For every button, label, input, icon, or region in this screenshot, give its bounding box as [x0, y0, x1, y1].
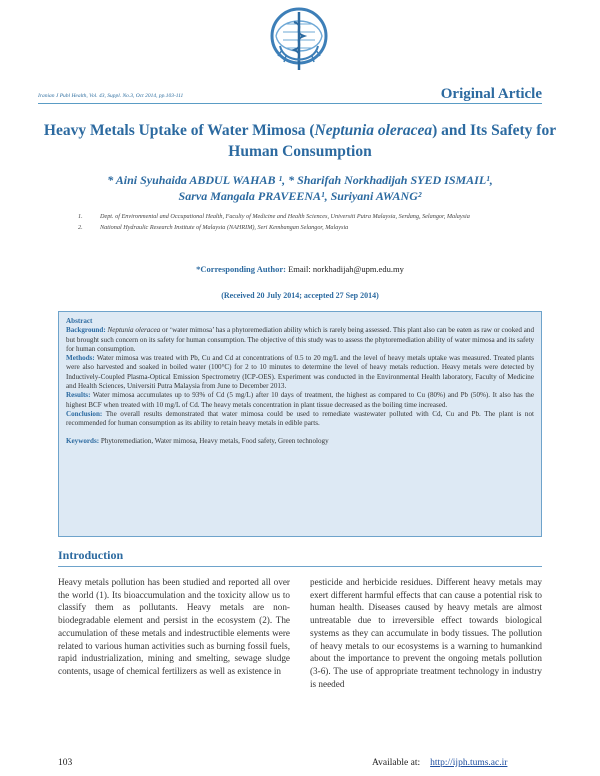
keywords-text: Phytoremediation, Water mimosa, Heavy metals, Food safety, Green technology	[99, 436, 329, 445]
affiliation-text: Dept. of Environmental and Occupational Health, Faculty of Medicine and Health Sciences, Universiti Putra Malaysia, Serdang, Selangor, Malaysia	[100, 213, 470, 220]
affiliation-number: 1.	[78, 213, 83, 220]
abstract-methods	[66, 354, 534, 391]
abstract-heading: Abstract	[66, 317, 93, 325]
journal-url-link[interactable]: http://ijph.tums.ac.ir	[430, 758, 508, 768]
header-rule	[38, 103, 542, 104]
page-number: 103	[58, 758, 73, 768]
abstract-results	[66, 391, 534, 410]
introduction-column-left: Heavy metals pollution has been studied and reported all over the world (1). Its bioaccumulation and the toxicity allow us to classify them as pollutants. Heavy metals are non-biodegradable element and persist in the ecosystem (2). The accumulation of these metals and indestructible elements were related to various human activities such as burning fossil fuels, rapid industrialization, mining and smelting, sewage sludge contents, usage of chemical fertilizers as well as existence in	[58, 577, 290, 676]
abstract-keywords	[66, 437, 534, 446]
journal-citation: Iranian J Publ Health, Vol. 43, Suppl. No.3, Oct 2014, pp.103-111	[38, 93, 184, 99]
results-label: Results:	[66, 391, 91, 400]
title-species: Neptunia oleracea	[314, 122, 433, 139]
methods-text: Water mimosa was treated with Pb, Cu and Cd at concentrations of 0.5 to 20 mg/L and the level of heavy metals uptake was measured. Treated plants were also harvested and soaked in boiled water (100°C) for 2 to 10 minutes to determine the level of heavy metals reduction. Heavy metals were detected by Inductively-Coupled Plasma-Optical Emission Spectrometry (ICP-OES). Experiment was conducted in the Environmental Health laboratory, Faculty of Medicine and Health Sciences, Universiti Putra Malaysia from June to December 2013.	[66, 354, 534, 391]
methods-label: Methods:	[66, 354, 95, 363]
conclusion-text: The overall results demonstrated that water mimosa could be used to remediate wastewater polluted with Cd, Cu and Pb. The plant is not recommended for human consumption as its ability to retain heavy metals in edible parts.	[66, 409, 534, 428]
affiliation-item	[78, 223, 548, 232]
affiliation-item	[78, 212, 548, 221]
background-text: or ‘water mimosa’ has a phytoremediation ability which is rarely being assessed. This plant also can be eaten as raw or cooked and but brought such concern on its safety for human consumption. The objective of this study was to assess the phytoremediation ability of water mimosa and its safety for human consumption.	[66, 326, 534, 353]
affiliation-number: 2.	[78, 224, 83, 231]
abstract-background	[66, 326, 534, 354]
results-text: Water mimosa accumulates up to 93% of Cd (5 mg/L) after 10 days of treatment, the highest as compared to Cu (80%) and Pb (50%). It also has the highest BCF when treated with 10 mg/L of Cd. The heavy metals concentration in plant tissue decreased as the boiling time increased.	[66, 391, 534, 409]
keywords-label: Keywords:	[66, 436, 100, 445]
title-part2: ) and Its Safety for Human Consumption	[228, 122, 557, 160]
abstract-conclusion	[66, 410, 534, 429]
authors-line-1: * Aini Syuhaida ABDUL WAHAB ¹, * Sharifah Norkhadijah SYED ISMAIL¹,	[107, 173, 493, 187]
corresponding-label: *Corresponding Author:	[196, 264, 286, 274]
introduction-column-right: pesticide and herbicide residues. Different heavy metals may exert different harmful effects that can cause a potential risk to human health. Diseases caused by heavy metals are almost untreatable due to irreversible effect towards biological systems as they can accumulate in body tissues. The pollution of heavy metals to our ecosystems is a warning to humankind about the importance to prevent the ongoing metals pollution (3-6). The use of appropriate treatment technology in industry is needed	[310, 577, 542, 689]
journal-logo-icon	[266, 6, 332, 76]
conclusion-label: Conclusion:	[66, 409, 103, 418]
authors	[30, 172, 570, 204]
availability	[372, 758, 507, 768]
article-type-label: Original Article	[440, 86, 542, 102]
corresponding-email[interactable]: Email: norkhadijah@upm.edu.my	[288, 264, 404, 274]
introduction-heading: Introduction	[58, 548, 124, 562]
background-species: Neptunia oleracea	[107, 326, 161, 335]
affiliations	[78, 212, 548, 234]
affiliation-text: National Hydraulic Research Institute of Malaysia (NAHRIM), Seri Kembangan Selangor, Malaysia	[100, 224, 349, 231]
introduction-rule	[58, 566, 542, 567]
received-dates: (Received 20 July 2014; accepted 27 Sep 2014)	[221, 291, 379, 300]
authors-line-2: Sarva Mangala PRAVEENA¹, Suriyani AWANG²	[178, 189, 422, 203]
available-label: Available at:	[372, 758, 421, 768]
corresponding-author	[30, 264, 570, 274]
title-part1: Heavy Metals Uptake of Water Mimosa (	[43, 122, 315, 139]
background-label: Background:	[66, 326, 106, 335]
page-title	[30, 120, 570, 162]
abstract-box	[58, 311, 542, 537]
